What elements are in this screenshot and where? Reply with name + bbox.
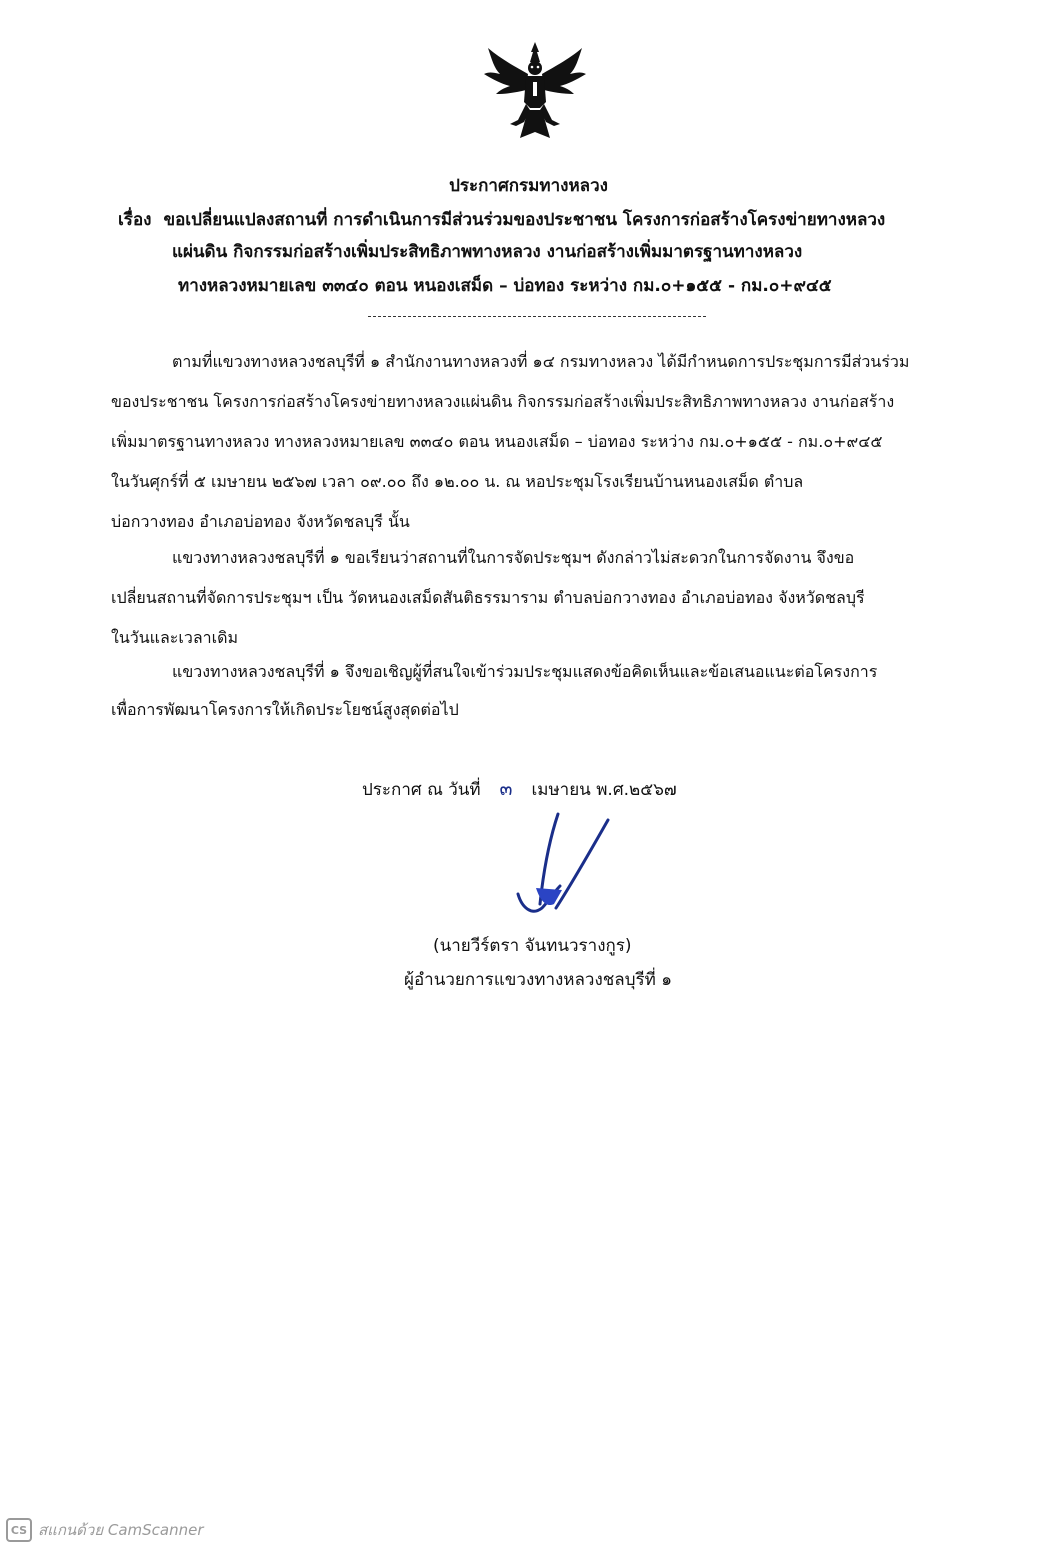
subject-line	[118, 206, 885, 233]
camscanner-icon: CS	[6, 1518, 32, 1542]
body-line: ตามที่แขวงทางหลวงชลบุรีที่ ๑ สำนักงานทางหลวงที่ ๑๔ กรมทางหลวง ได้มีกำหนดการประชุมการมีส่วนร่วม	[172, 352, 910, 371]
body-line: แขวงทางหลวงชลบุรีที่ ๑ จึงขอเชิญผู้ที่สนใจเข้าร่วมประชุมแสดงข้อคิดเห็นและข้อเสนอแนะต่อโครงการ	[172, 662, 878, 681]
body-line: ในวันและเวลาเดิม	[111, 628, 239, 647]
signer-name: (นายวีร์ตรา จันทนวรางกูร)	[433, 936, 632, 956]
body-line: เปลี่ยนสถานที่จัดการประชุมฯ เป็น วัดหนองเสม็ดสันติธรรมาราม ตำบลบ่อกวางทอง อำเภอบ่อทอง จังหวัดชลบุรี	[111, 588, 865, 607]
body-line: ของประชาชน โครงการก่อสร้างโครงข่ายทางหลวงแผ่นดิน กิจกรรมก่อสร้างเพิ่มประสิทธิภาพทางหลวง งานก่อสร้าง	[111, 392, 895, 411]
body-line: เพิ่มมาตรฐานทางหลวง ทางหลวงหมายเลข ๓๓๔๐ ตอน หนองเสม็ด – บ่อทอง ระหว่าง กม.๐+๑๕๕ - กม.๐+๙๔๕	[111, 432, 883, 451]
body-line: ในวันศุกร์ที่ ๕ เมษายน ๒๕๖๗ เวลา ๐๙.๐๐ ถึง ๑๒.๐๐ น. ณ หอประชุมโรงเรียนบ้านหนองเสม็ด ตำบล	[111, 472, 804, 491]
date-day: ๓	[499, 778, 513, 800]
signer-position: ผู้อำนวยการแขวงทางหลวงชลบุรีที่ ๑	[404, 970, 673, 990]
subject-line-2: แผ่นดิน กิจกรรมก่อสร้างเพิ่มประสิทธิภาพทางหลวง งานก่อสร้างเพิ่มมาตรฐานทางหลวง	[172, 242, 803, 262]
signature-icon	[500, 808, 630, 920]
body-line: แขวงทางหลวงชลบุรีที่ ๑ ขอเรียนว่าสถานที่ในการจัดประชุมฯ ดังกล่าวไม่สะดวกในการจัดงาน จึงขอ	[172, 548, 855, 567]
camscanner-watermark	[6, 1518, 204, 1542]
body-line: เพื่อการพัฒนาโครงการให้เกิดประโยชน์สูงสุดต่อไป	[111, 700, 459, 719]
date-prefix: ประกาศ ณ วันที่	[362, 780, 481, 800]
body-line: บ่อกวางทอง อำเภอบ่อทอง จังหวัดชลบุรี นั้น	[111, 512, 410, 531]
announcement-date	[362, 774, 677, 804]
subject-line-1: ขอเปลี่ยนแปลงสถานที่ การดำเนินการมีส่วนร่วมของประชาชน โครงการก่อสร้างโครงข่ายทางหลวง	[163, 210, 886, 230]
separator-rule	[368, 316, 706, 317]
subject-label: เรื่อง	[118, 210, 152, 230]
subject-line-3: ทางหลวงหมายเลข ๓๓๔๐ ตอน หนองเสม็ด – บ่อทอง ระหว่าง กม.๐+๑๕๕ - กม.๐+๙๔๕	[178, 276, 832, 296]
document-heading: ประกาศกรมทางหลวง	[449, 176, 608, 196]
date-suffix: เมษายน พ.ศ.๒๕๖๗	[531, 780, 677, 800]
watermark-text: สแกนด้วย CamScanner	[38, 1521, 204, 1539]
garuda-emblem-icon	[480, 38, 590, 148]
